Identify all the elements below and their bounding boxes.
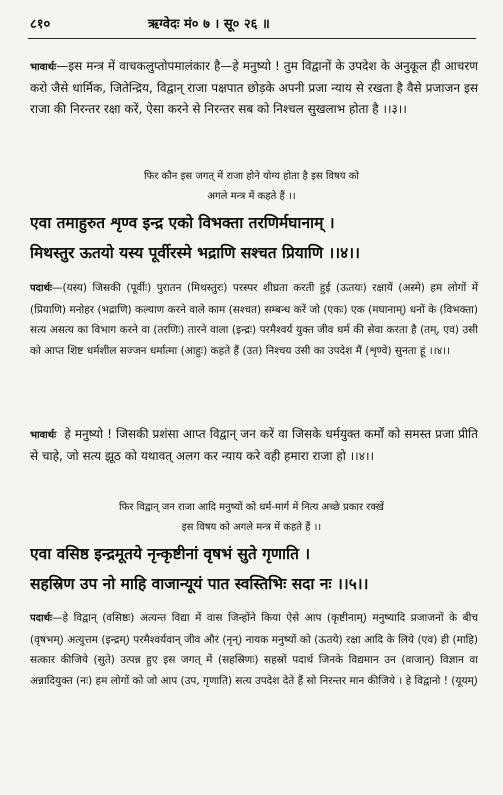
- page-number: ८१०: [30, 17, 51, 32]
- padarth-label: पदार्थः: [30, 613, 52, 624]
- running-title: ऋग्वेदः मं० ७ । सू० २६ ॥: [148, 17, 270, 32]
- bhavarth-label: भावार्थः: [30, 430, 57, 441]
- mantra-line: सहस्रिण उप नो माहि वाजान्यूयं पात स्वस्तिभिः सदा नः ।।५।।: [30, 575, 369, 593]
- bhavarth-text: हे मनुष्यो ! जिसकी प्रशंसा आप्त विद्वान् जन करें वा जिसके धर्मयुक्त कर्मों को समस्त प्रजा प्रीति से चाहे, जो सत्य झूठ को यथावत् अलग कर न्याय करे वही हमारा राजा हो ।।४।।: [30, 427, 478, 463]
- bhavarth-paragraph-4: [30, 424, 478, 467]
- mantra-line: एवा वसिष्ठ इन्द्रमूतये नृन्कृष्टीनां वृषभं सुते गृणाति ।: [30, 545, 311, 563]
- padarth-text: —हे विद्वान् (वसिष्ठः) अत्यन्त विद्या में वास जिन्होंने किया ऐसे आप (कृष्टीनाम्) मनुष्यादि प्रजाजनों के बीच (वृषभम्) अत्युत्तम (इन्द्रम्) परमैश्वर्यवान् जीव और (नृन्) नायक मनुष्यों को (ऊतये) रक्षा आदि के लिये (एव) ही (माहि) सत्कार कीजिये (सुते) उत्पन्न हुए इस जगत् में (सहस्रिणः) सहस्रों पदार्थ जिनके विद्यमान उन (वाजान्) विज्ञान वा अन्नादियुक्त (नः) हम लोगों को जो आप (उप, गृणाति) सत्य उपदेश देते हैं सो निरन्तर मान कीजिये । हे विद्वानो ! (यूयम्): [30, 612, 478, 687]
- mantra-line: एवा तमाहुरुत शृण्व इन्द्र एको विभक्ता तरणिर्मघानाम् ।: [30, 214, 335, 232]
- bhavarth-label: भावार्थः: [30, 62, 57, 73]
- padarth-paragraph-5: [30, 608, 478, 691]
- bhavarth-paragraph-3: [30, 56, 478, 120]
- padarth-paragraph-4: [30, 278, 478, 361]
- mantra-line: मिथस्तुर ऊतयो यस्य पूर्वीरस्मे भद्राणि सश्चत प्रियाणि ।।४।।: [30, 244, 360, 262]
- bhavarth-text: —इस मन्त्र में वाचकलुप्तोपमालंकार है—हे मनुष्यो ! तुम विद्वानों के उपदेश के अनुकूल ही आचरण करो जैसे धार्मिक, जितेन्द्रिय, विद्वान् राजा पक्षपात छोड़के अपनी प्रजा न्याय से रखता है वैसे प्रजाजन इस राजा की निरन्तर रक्षा करें, ऐसा करने से निरन्तर सब को निश्चल सुखलाभ होता है ।।३।।: [30, 59, 478, 116]
- padarth-text: —(यस्य) जिसकी (पूर्वीः) पुरातन (मिथस्तुरः) परस्पर शीघ्रता करती हुई (ऊतयः) रक्षायें (अस्मे) हम लोगों में (प्रियाणि) मनोहर (भद्राणि) कल्याण करने वाले काम (सश्चत) सम्बन्ध करें जो (एकः) एक (मघानाम्) धनों के (विभक्ता) सत्य असत्य का विभाग करने वा (तरणिः) तारने वाला (इन्द्रः) परमैश्वर्य युक्त जीव धर्म की सेवा करता है (तम्, एव) उसी को आप्त शिष्ट धर्मशील सज्जन धर्मात्मा (आहुः) कहते हैं (उत) निश्चय उसी का उपदेश मैं (शृण्वे) सुनता हूं ।।४।।: [30, 282, 478, 357]
- intro-line: फिर विद्वान् जन राजा आदि मनुष्यों को धर्म-मार्ग में नित्य अच्छे प्रकार रक्खें: [119, 502, 384, 513]
- intro-line: अगले मन्त्र में कहते हैं ।।: [207, 191, 296, 202]
- intro-line: इस विषय को अगले मन्त्र में कहते हैं ।।: [181, 522, 322, 533]
- intro-line: फिर कौन इस जगत् में राजा होने योग्य होता है इस विषय को: [143, 171, 360, 182]
- header-rule: [28, 38, 476, 39]
- page-header: [30, 14, 475, 36]
- padarth-label: पदार्थः: [30, 283, 52, 294]
